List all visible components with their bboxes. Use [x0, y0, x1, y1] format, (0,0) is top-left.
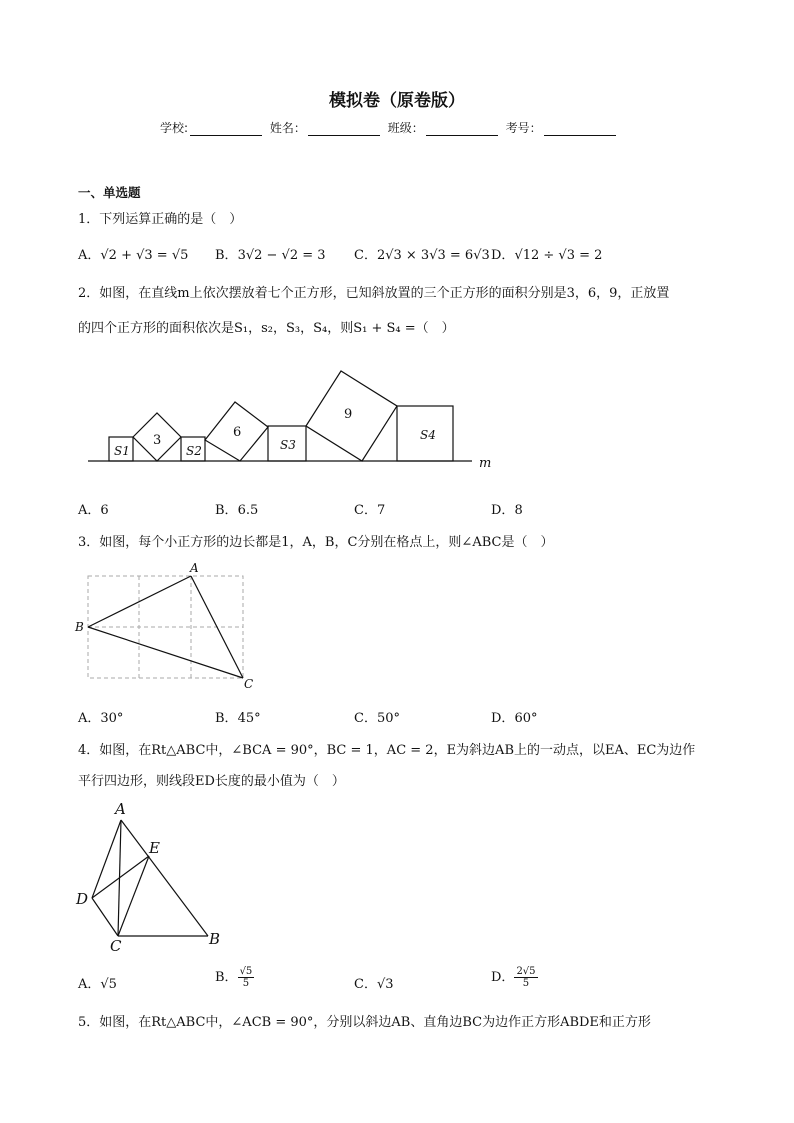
label-s3: S3 — [280, 438, 296, 452]
label-s2: S2 — [186, 444, 202, 458]
class-label: 班级： — [387, 121, 424, 135]
school-label: 学校: — [160, 121, 189, 135]
q3-option-c: C．50° — [354, 711, 400, 726]
q2-squares-figure — [80, 360, 500, 475]
q4-option-d: D． $\frac{2√5}{5}$ — [491, 966, 536, 989]
school-blank[interactable] — [190, 123, 262, 136]
point-c-label: C — [110, 937, 122, 955]
section-title: 一、单选题 — [78, 185, 141, 200]
q4-option-c: C．√3 — [354, 977, 394, 992]
q3-stem: 3．如图，每个小正方形的边长都是1，A，B，C分别在格点上，则∠ABC是（ ） — [78, 535, 554, 550]
name-label: 姓名： — [269, 121, 306, 135]
label-9: 9 — [344, 407, 353, 422]
q3-option-a: A．30° — [78, 711, 124, 726]
name-blank[interactable] — [308, 123, 380, 136]
q2-option-a: A．6 — [78, 503, 109, 518]
class-blank[interactable] — [426, 123, 498, 136]
q5-stem: 5．如图，在Rt△ABC中，∠ACB = 90°，分别以斜边AB、直角边BC为边作正方形ABDE和正方形 — [78, 1015, 651, 1030]
point-a-label: A — [190, 561, 199, 575]
segment-ab — [121, 820, 208, 936]
student-info-line — [160, 119, 620, 136]
q1-option-d: D．√12 ÷ √3 = 2 — [491, 248, 603, 263]
point-b-label: B — [75, 620, 84, 634]
exam-number-label: 考号： — [505, 121, 542, 135]
point-e-label: E — [149, 839, 160, 857]
q1-stem: 1．下列运算正确的是（ ） — [78, 212, 243, 227]
q2-option-d: D．8 — [491, 503, 523, 518]
label-s4: S4 — [420, 428, 436, 442]
q4-option-a: A．√5 — [78, 977, 117, 992]
point-b-label: B — [209, 930, 221, 948]
label-m: m — [479, 456, 492, 471]
q4-option-b: B． $\frac{√5}{5}$ — [215, 966, 253, 989]
segment-dc — [92, 898, 118, 936]
q1-option-a: A．√2 + √3 = √5 — [78, 248, 189, 263]
q2-stem-line2: 的四个正方形的面积依次是S₁，s₂，S₃，S₄，则S₁ + S₄ =（ ） — [78, 321, 455, 336]
q3-option-d: D．60° — [491, 711, 538, 726]
point-d-label: D — [76, 890, 89, 908]
point-a-label: A — [115, 800, 126, 818]
q4-stem-line2: 平行四边形，则线段ED长度的最小值为（ ） — [78, 774, 345, 789]
q4-triangle-figure — [72, 796, 232, 956]
q2-option-c: C．7 — [354, 503, 386, 518]
q3-grid-figure — [72, 560, 262, 695]
exam-number-blank[interactable] — [544, 123, 616, 136]
q1-option-c: C．2√3 × 3√3 = 6√3 — [354, 248, 490, 263]
segment-bc — [88, 627, 243, 678]
label-3: 3 — [153, 433, 162, 448]
segment-da — [92, 820, 121, 898]
q4-stem-line1: 4．如图，在Rt△ABC中，∠BCA = 90°，BC = 1，AC = 2，E为斜边AB上的一动点，以EA、EC为边作 — [78, 743, 696, 758]
q1-option-b: B．3√2 − √2 = 3 — [215, 248, 326, 263]
point-c-label: C — [244, 677, 254, 691]
page-title: 模拟卷（原卷版） — [329, 91, 465, 111]
q3-option-b: B．45° — [215, 711, 261, 726]
label-6: 6 — [233, 425, 242, 440]
q2-stem-line1: 2．如图，在直线m上依次摆放着七个正方形，已知斜放置的三个正方形的面积分别是3，6，9，正放置 — [78, 286, 670, 301]
label-s1: S1 — [114, 444, 130, 458]
q2-option-b: B．6.5 — [215, 503, 259, 518]
